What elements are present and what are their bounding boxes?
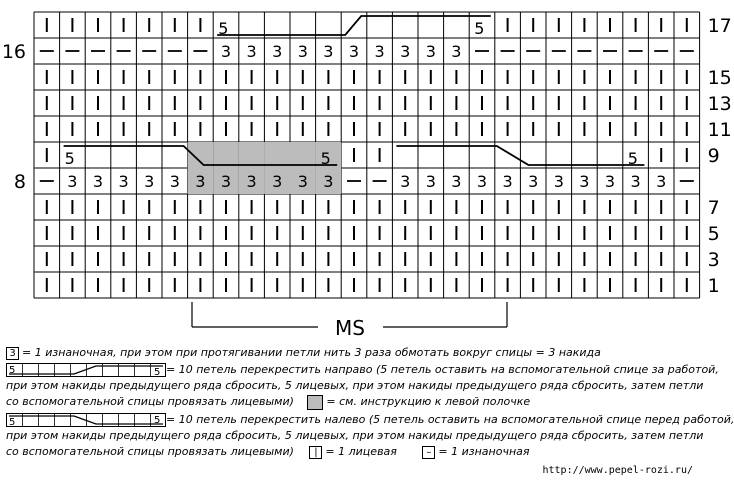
triple-wrap-stitch: 3	[246, 42, 257, 61]
left-cross-left-num: 5	[9, 417, 16, 428]
triple-wrap-stitch: 3	[297, 172, 308, 191]
triple-wrap-stitch: 3	[502, 172, 513, 191]
triple-wrap-stitch: 3	[553, 172, 564, 191]
gray-text: = см. инструкцию к левой полочке	[326, 395, 531, 408]
row-number-right: 5	[707, 223, 720, 245]
row-number-right: 15	[707, 67, 732, 89]
triple-wrap-stitch: 3	[400, 42, 411, 61]
cable-lines	[64, 16, 645, 168]
triple-wrap-stitch: 3	[323, 42, 334, 61]
triple-wrap-stitch: 3	[425, 172, 436, 191]
chart-grid	[34, 12, 700, 298]
purl-text: = 1 изнаночная	[438, 445, 530, 458]
triple-wrap-stitch: 3	[451, 42, 462, 61]
cable-label: 5	[64, 149, 75, 168]
triple-wrap-stitch: 3	[528, 172, 539, 191]
triple-wrap-stitch: 3	[246, 172, 257, 191]
triple-wrap-stitch: 3	[272, 42, 283, 61]
triple-wrap-stitch: 3	[374, 42, 385, 61]
legend-left-cross-3	[6, 444, 530, 460]
cable-label: 5	[218, 19, 229, 38]
triple-wrap-text: = 1 изнаночная, при этом при протягивании петли нить 3 раза обмотать вокруг спицы = 3 накида	[22, 346, 601, 359]
right-cross-text-2: при этом накиды предыдущего ряда сбросить, 5 лицевых, при этом накиды предыдущего ряда сбросить, затем петли	[6, 379, 704, 392]
row-number-right: 17	[707, 15, 732, 37]
triple-wrap-stitch: 3	[67, 172, 78, 191]
cable-right-cross-line	[217, 16, 491, 35]
triple-wrap-stitch: 3	[348, 42, 360, 61]
knit-symbol: |	[309, 446, 322, 459]
triple-wrap-stitch: 3	[656, 172, 667, 191]
left-cross-text-1: = 10 петель перекрестить налево (5 петель оставить на вспомогательной спице перед работой,	[166, 413, 734, 426]
right-cross-text-3: со вспомогательной спицы провязать лицевыми)	[6, 395, 294, 408]
row-number-left: 16	[1, 41, 26, 63]
right-cross-left-num: 5	[9, 365, 16, 376]
legend-right-cross-3	[6, 394, 530, 410]
triple-wrap-stitch: 3	[400, 172, 411, 191]
cable-label: 5	[320, 149, 331, 168]
triple-wrap-stitch: 3	[220, 42, 232, 61]
triple-wrap-stitch: 3	[272, 172, 283, 191]
triple-wrap-stitch: 3	[297, 42, 308, 61]
triple-wrap-stitch: 3	[195, 172, 206, 191]
triple-wrap-stitch: 3	[630, 172, 641, 191]
legend-triple-wrap	[6, 345, 601, 361]
triple-wrap-symbol: 3	[6, 347, 19, 360]
triple-wrap-stitch: 3	[604, 172, 616, 191]
cable-label: 5	[474, 19, 485, 38]
gray-cell-symbol	[307, 395, 323, 410]
row-number-right: 1	[707, 275, 720, 297]
right-cross-text-1: = 10 петель перекрестить направо (5 петель оставить на вспомогательной спице за работой,	[166, 363, 719, 376]
legend-left-cross	[6, 412, 734, 428]
triple-wrap-stitch: 3	[476, 172, 488, 191]
row-number-left: 8	[13, 171, 26, 193]
triple-wrap-stitch: 3	[579, 172, 590, 191]
triple-wrap-stitch: 3	[169, 172, 180, 191]
triple-wrap-stitch: 3	[220, 172, 232, 191]
row-number-right: 13	[707, 93, 732, 115]
row-number-right: 7	[707, 197, 720, 219]
row-number-right: 9	[707, 145, 720, 167]
left-cross-text-2: при этом накиды предыдущего ряда сбросить, 5 лицевых, при этом накиды предыдущего ряда сбросить, затем петли	[6, 429, 704, 442]
left-cross-right-num: 5	[154, 415, 161, 426]
triple-wrap-stitch: 3	[451, 172, 462, 191]
legend-left-cross-2	[6, 428, 703, 444]
website-url: http://www.pepel-rozi.ru/	[542, 465, 693, 476]
right-cross-symbol	[6, 363, 166, 377]
triple-wrap-stitch: 3	[323, 172, 334, 191]
ms-bracket	[192, 302, 507, 340]
triple-wrap-stitch: 3	[118, 172, 129, 191]
ms-label: MS	[335, 316, 365, 340]
left-cross-symbol	[6, 413, 166, 427]
triple-wrap-stitch: 3	[92, 172, 104, 191]
row-number-right: 11	[707, 119, 732, 141]
triple-wrap-stitch: 3	[425, 42, 436, 61]
left-cross-text-3: со вспомогательной спицы провязать лицевыми)	[6, 445, 294, 458]
legend-right-cross	[6, 362, 719, 378]
row-number-right: 3	[707, 249, 720, 271]
purl-symbol: –	[422, 446, 435, 459]
cable-label: 5	[627, 149, 638, 168]
knit-text: = 1 лицевая	[325, 445, 397, 458]
triple-wrap-stitch: 3	[144, 172, 155, 191]
legend-right-cross-2	[6, 378, 703, 394]
right-cross-right-num: 5	[154, 367, 161, 378]
